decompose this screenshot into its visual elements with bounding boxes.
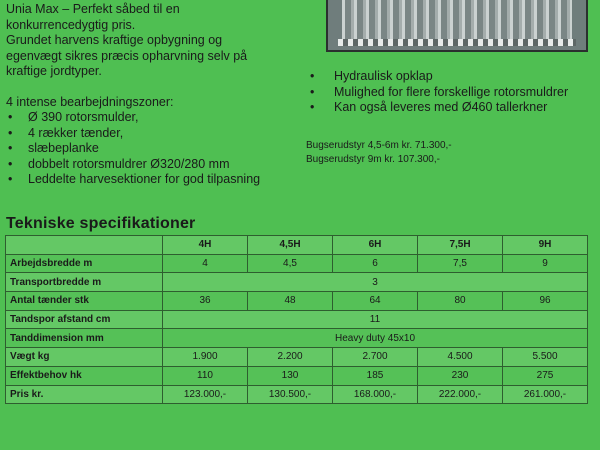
feature-text: Kan også leveres med Ø460 tallerkner	[334, 100, 548, 114]
list-item	[306, 69, 568, 85]
table-row	[6, 273, 588, 292]
zone-text: slæbeplanke	[28, 141, 99, 155]
table-cell: 4,5	[248, 254, 333, 273]
column-header: 9H	[503, 236, 588, 255]
list-item	[306, 85, 568, 101]
bullet-icon: •	[8, 125, 13, 140]
table-cell: 80	[418, 292, 503, 311]
table-cell: 64	[333, 292, 418, 311]
table-header-row	[6, 236, 588, 255]
table-cell: 5.500	[503, 348, 588, 367]
table-cell: 261.000,-	[503, 385, 588, 404]
row-label: Antal tænder stk	[6, 292, 163, 311]
bullet-icon: •	[310, 100, 315, 114]
table-cell: 36	[163, 292, 248, 311]
table-cell: 4.500	[418, 348, 503, 367]
table-cell-span: Heavy duty 45x10	[163, 329, 588, 348]
bullet-icon: •	[8, 156, 13, 171]
table-cell: 222.000,-	[418, 385, 503, 404]
header-cell-empty	[6, 236, 163, 255]
bullet-icon: •	[8, 172, 13, 186]
table-row	[6, 366, 588, 385]
table-cell: 230	[418, 366, 503, 385]
table-cell: 96	[503, 292, 588, 311]
bullet-icon: •	[8, 141, 13, 155]
row-label: Transportbredde m	[6, 273, 163, 292]
feature-text: Mulighed for flere forskellige rotorsmuldrer	[334, 84, 569, 99]
table-cell: 2.200	[248, 348, 333, 367]
spec-table	[5, 235, 588, 404]
list-item	[6, 172, 306, 188]
row-label: Tandspor afstand cm	[6, 310, 163, 329]
table-row	[6, 385, 588, 404]
bullet-icon: •	[310, 84, 315, 99]
zone-text: 4 rækker tænder,	[28, 125, 124, 140]
zone-text: dobbelt rotorsmuldrer Ø320/280 mm	[28, 156, 230, 171]
price-line: Bugserudstyr 9m kr. 107.300,-	[306, 154, 440, 165]
table-cell: 185	[333, 366, 418, 385]
list-item	[6, 126, 306, 142]
zone-text: Leddelte harvesektioner for god tilpasning	[28, 172, 261, 186]
intro-line: Unia Max – Perfekt såbed til en	[6, 2, 180, 16]
column-header: 4H	[163, 236, 248, 255]
bullet-icon: •	[8, 110, 13, 124]
spec-title: Tekniske specifikationer	[6, 215, 196, 232]
list-item	[306, 100, 568, 116]
row-label: Arbejdsbredde m	[6, 254, 163, 273]
table-cell: 6	[333, 254, 418, 273]
table-row	[6, 348, 588, 367]
bullet-icon: •	[310, 69, 315, 83]
product-photo	[326, 0, 588, 52]
table-cell-span: 11	[163, 310, 588, 329]
list-item	[6, 157, 306, 173]
table-cell: 110	[163, 366, 248, 385]
table-cell: 130	[248, 366, 333, 385]
table-row	[6, 254, 588, 273]
intro-line: Grundet harvens kraftige opbygning og	[6, 33, 223, 47]
table-row	[6, 292, 588, 311]
row-label: Vægt kg	[6, 348, 163, 367]
table-cell: 123.000,-	[163, 385, 248, 404]
features-list	[306, 69, 568, 116]
zones-list	[6, 110, 306, 188]
table-cell: 130.500,-	[248, 385, 333, 404]
intro-line: egenvægt sikres præcis opharvning selv på	[6, 48, 248, 63]
price-line: Bugserudstyr 4,5-6m kr. 71.300,-	[306, 140, 452, 151]
list-item	[6, 110, 306, 126]
table-row	[6, 310, 588, 329]
column-header: 7,5H	[418, 236, 503, 255]
table-cell: 1.900	[163, 348, 248, 367]
table-cell: 275	[503, 366, 588, 385]
table-row	[6, 329, 588, 348]
harrow-roller-image	[338, 39, 576, 46]
list-item	[6, 141, 306, 157]
table-cell: 168.000,-	[333, 385, 418, 404]
column-header: 6H	[333, 236, 418, 255]
zones-heading: 4 intense bearbejdningszoner:	[6, 94, 174, 109]
intro-line: kraftige jordtyper.	[6, 64, 102, 78]
column-header: 4,5H	[248, 236, 333, 255]
intro-text	[6, 2, 306, 188]
row-label: Tanddimension mm	[6, 329, 163, 348]
table-cell: 9	[503, 254, 588, 273]
table-cell: 48	[248, 292, 333, 311]
zone-text: Ø 390 rotorsmulder,	[28, 110, 139, 124]
feature-text: Hydraulisk opklap	[334, 69, 433, 83]
row-label: Pris kr.	[6, 385, 163, 404]
harrow-image	[342, 0, 572, 42]
row-label: Effektbehov hk	[6, 366, 163, 385]
price-notes	[306, 139, 452, 167]
table-cell-span: 3	[163, 273, 588, 292]
table-cell: 4	[163, 254, 248, 273]
intro-line: konkurrencedygtig pris.	[6, 17, 136, 32]
table-cell: 2.700	[333, 348, 418, 367]
table-cell: 7,5	[418, 254, 503, 273]
